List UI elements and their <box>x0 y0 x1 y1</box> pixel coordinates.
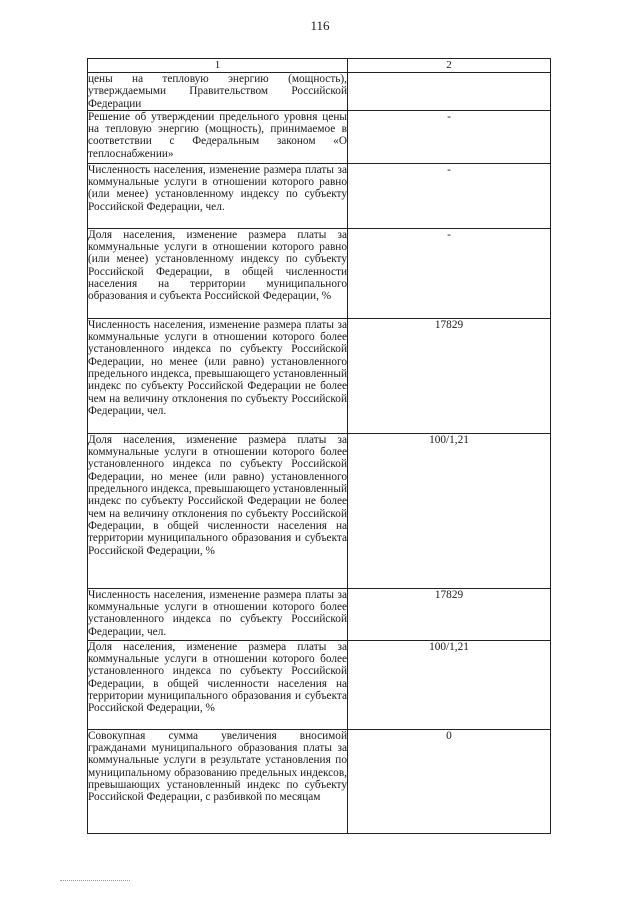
table-row <box>88 433 551 588</box>
indicators-table <box>87 58 551 834</box>
column-header-1: 1 <box>88 59 348 73</box>
row-value-text <box>348 73 550 74</box>
table-row <box>88 73 551 111</box>
row-value-text: 100/1,21 <box>429 640 469 653</box>
row-description: Численность населения, изменение размера платы за коммунальные услуги в отношении которого более установленного индекса по субъекту Российской Федерации, чел. <box>88 588 348 640</box>
row-description: Доля населения, изменение размера платы за коммунальные услуги в отношении которого более установленного индекса по субъекту Российской Федерации, в общей численности населения на территории муниципального образования и субъекта Российской Федерации, % <box>88 640 348 729</box>
table-row <box>88 729 551 833</box>
row-value <box>348 318 551 433</box>
table-row <box>88 640 551 729</box>
row-value <box>348 729 551 833</box>
row-description: Доля населения, изменение размера платы за коммунальные услуги в отношении которого равно (или менее) установленному индексу по субъекту Российской Федерации, в общей численности населения на территории муниципального образования и субъекта Российской Федерации, % <box>88 228 348 318</box>
table-row <box>88 318 551 433</box>
row-value-text: 100/1,21 <box>429 433 469 446</box>
row-value <box>348 110 551 163</box>
row-value-text: 17829 <box>434 588 464 601</box>
row-description: Численность населения, изменение размера платы за коммунальные услуги в отношении которого равно (или менее) установленному индексу по субъекту Российской Федерации, чел. <box>88 163 348 228</box>
row-value-text: 0 <box>446 729 452 742</box>
table-row <box>88 588 551 640</box>
row-description: Решение об утверждении предельного уровня цены на тепловую энергию (мощность), принимаемое в соответствии с Федеральным законом «О теплоснабжении» <box>88 110 348 163</box>
row-value <box>348 588 551 640</box>
table-row <box>88 110 551 163</box>
row-description: цены на тепловую энергию (мощность), утверждаемыми Правительством Российской Федерации <box>88 73 347 110</box>
table-row <box>88 163 551 228</box>
row-value <box>348 73 551 111</box>
row-value <box>348 433 551 588</box>
row-value <box>348 163 551 228</box>
table-row <box>88 228 551 318</box>
row-value-text: - <box>447 163 451 176</box>
row-description: Доля населения, изменение размера платы за коммунальные услуги в отношении которого более установленного индекса по субъекту Российской Федерации, но менее (или равно) установленного предельного индекса, превышающего установленный индекс по субъекту Российской Федерации не более чем на величину отклонения по субъекту Российской Федерации, в общей численности населения на территории муниципального образования и субъекта Российской Федерации, % <box>88 433 348 588</box>
row-value-text: - <box>447 110 451 123</box>
row-value-text: 17829 <box>434 318 464 331</box>
scan-mark <box>60 880 130 882</box>
row-value <box>348 640 551 729</box>
table-header-row <box>88 59 551 73</box>
column-header-2: 2 <box>348 59 551 73</box>
row-description: Численность населения, изменение размера платы за коммунальные услуги в отношении которого более установленного индекса по субъекту Российской Федерации, но менее (или равно) установленного предельного индекса, превышающего установленный индекс по субъекту Российской Федерации не более чем на величину отклонения по субъекту Российской Федерации, чел. <box>88 318 348 433</box>
row-description: Совокупная сумма увеличения вносимой гражданами муниципального образования платы за коммунальные услуги в результате установления по муниципальному образованию предельных индексов, превышающих установленный индекс по субъекту Российской Федерации, с разбивкой по месяцам <box>88 729 348 833</box>
page-number: 116 <box>310 18 330 33</box>
row-value <box>348 228 551 318</box>
row-value-text: - <box>447 228 451 241</box>
